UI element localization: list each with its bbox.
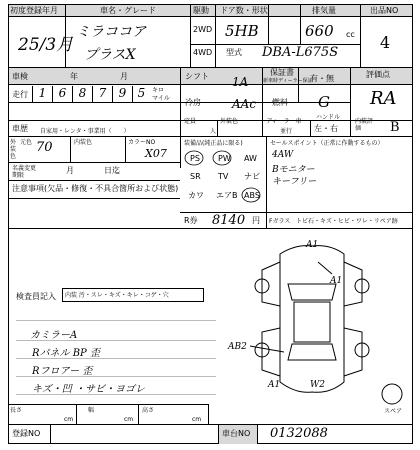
- height-cm: cm: [192, 416, 202, 423]
- score-label: 評価点: [366, 70, 390, 79]
- km-label: キロ: [152, 87, 165, 94]
- mileage-digit: 7: [92, 86, 112, 102]
- color-side-label: 外装色: [10, 139, 17, 160]
- mileage-digits: [32, 86, 150, 102]
- equipment-circles: [180, 136, 270, 216]
- inspection-month: 月: [120, 72, 128, 81]
- score-value: RA: [370, 88, 397, 109]
- fglass-label: Fガラス: [269, 218, 291, 225]
- drive-label: 駆動: [193, 6, 209, 15]
- color-no-value: X07: [145, 147, 167, 160]
- name-change-month: 月: [66, 166, 74, 175]
- chassis-value: 0132088: [270, 426, 328, 441]
- equip-pw: PW: [218, 154, 231, 163]
- drive-2wd: 2WD: [193, 25, 213, 34]
- sales-point: Bモニター: [272, 165, 315, 175]
- color-value: 70: [36, 140, 53, 155]
- model-type-label: 型式: [226, 48, 242, 57]
- recycle-yen: 円: [252, 216, 260, 225]
- ac-value: AAc: [232, 97, 257, 111]
- equip-leather: カワ: [188, 191, 204, 200]
- equip-navi: ナビ: [244, 172, 260, 181]
- note-line: カミラーA: [30, 330, 78, 341]
- interior-color-label: 内装色: [74, 139, 93, 146]
- exhibit-no-label: 出品NO: [370, 6, 399, 15]
- car-name-line2: プラスX: [84, 47, 136, 63]
- fglass-note: トビ石・キズ・ヒビ・ワレ・リペア跡: [296, 218, 398, 225]
- history-options: 自家用・レンタ・事業用（ ）: [40, 128, 130, 135]
- inspector-label: 検査員記入: [16, 292, 56, 301]
- car-damage-diagram: [240, 232, 410, 412]
- length-label: 長さ: [10, 407, 23, 414]
- fuel-label: 燃料: [272, 98, 288, 107]
- diagram-mark: A1: [306, 240, 319, 250]
- warranty-value: 有・無: [310, 74, 334, 83]
- sales-point: 4AW: [272, 150, 294, 160]
- length-cm: cm: [64, 416, 74, 423]
- door-label: ドア数・形状: [220, 6, 268, 15]
- equip-aw: AW: [244, 154, 257, 163]
- capacity-label: 定員: [184, 118, 197, 125]
- caution-label: 注意事項(欠品・修復・不具合箇所および状態): [12, 184, 179, 193]
- diagram-mark: A1: [330, 276, 343, 286]
- inspection-year: 年: [70, 72, 78, 81]
- exhibit-no-value: 4: [380, 33, 391, 52]
- diagram-mark: A1: [268, 380, 281, 390]
- history-label: 車歴: [12, 124, 28, 133]
- exterior-color-label: 外装色: [220, 118, 239, 125]
- width-label: 幅: [88, 407, 95, 414]
- handle-label: ハンドル: [316, 114, 341, 121]
- recycle-label: R券: [184, 216, 198, 225]
- interior-label: 内装評価: [355, 118, 374, 132]
- shift-value: 1A: [232, 75, 249, 89]
- shift-label: シフト: [185, 72, 209, 81]
- inspector-options: 内装 汚・スレ・キズ・キレ・コゲ・穴: [65, 292, 169, 299]
- ac-label: 冷房: [185, 98, 201, 107]
- displacement-label: 排気量: [312, 6, 336, 15]
- recycle-value: 8140: [212, 213, 246, 228]
- mileage-digit: 9: [112, 86, 132, 102]
- equip-airbag: エアB: [216, 191, 238, 200]
- mile-label: マイル: [152, 95, 170, 102]
- diagram-mark: W2: [310, 380, 325, 390]
- dealer-label: ディーラー車: [266, 118, 302, 125]
- mileage-digit: 1: [32, 86, 52, 102]
- fuel-value: G: [318, 93, 330, 111]
- header-bar: [9, 5, 412, 16]
- drive-4wd: 4WD: [193, 48, 213, 57]
- spare-label: スペア: [384, 408, 403, 415]
- name-change-date: 日迄: [104, 166, 120, 175]
- equip-ps: PS: [190, 154, 200, 163]
- displacement-value: 660: [305, 22, 334, 40]
- note-line: キズ・凹 ・サビ・ヨゴレ: [32, 384, 145, 395]
- interior-value: B: [390, 120, 400, 135]
- door-value: 5HB: [225, 22, 259, 40]
- equipment-label: 装備品(純正品に限る): [184, 140, 243, 147]
- cc-unit: cc: [346, 30, 355, 39]
- note-line: Rフロアー 歪: [32, 366, 93, 377]
- dealer-value: 並行: [280, 128, 293, 135]
- sales-point: キーフリー: [272, 177, 317, 187]
- equip-tv: TV: [218, 172, 229, 181]
- model-type-value: DBA-L675S: [262, 45, 339, 60]
- diagram-mark: AB2: [228, 342, 247, 352]
- chassis-label: 車台NO: [222, 429, 251, 438]
- color-no-label: カラーNO: [128, 139, 156, 146]
- sales-points-label: セールスポイント（正常に作動するもの）: [270, 140, 384, 147]
- height-label: 高さ: [142, 407, 155, 414]
- inspection-label: 車検: [12, 72, 28, 81]
- mileage-label: 走行: [12, 90, 28, 99]
- mileage-digit: 8: [72, 86, 92, 102]
- capacity-unit: 人: [210, 128, 217, 135]
- width-cm: cm: [124, 416, 134, 423]
- warranty-sub: 新車時ディーラー保証: [263, 78, 313, 84]
- equip-abs: ABS: [244, 191, 260, 200]
- note-line: Rパネル BP 歪: [32, 348, 100, 359]
- name-change-label: 名義変更期限: [12, 165, 37, 179]
- handle-value: 左・右: [314, 124, 338, 133]
- car-name-line1: ミラココア: [76, 24, 146, 40]
- first-reg-label: 初度登録年月: [10, 6, 58, 15]
- mileage-digit: 5: [132, 86, 150, 102]
- mileage-digit: 6: [52, 86, 72, 102]
- model-grade-label: 車名・グレード: [100, 6, 156, 15]
- reg-no-label: 登録NO: [12, 429, 41, 438]
- original-color-label: 元色: [20, 139, 33, 146]
- equip-sr: SR: [190, 172, 201, 181]
- first-reg-value: 25/3月: [18, 35, 74, 55]
- warranty-label: 保証書: [270, 68, 294, 77]
